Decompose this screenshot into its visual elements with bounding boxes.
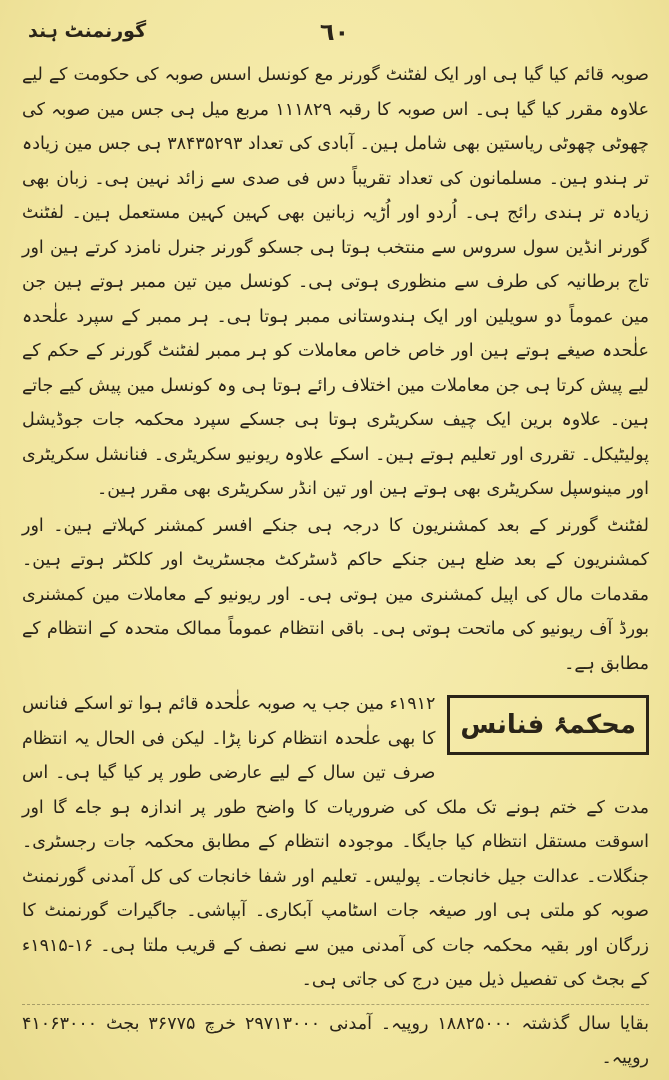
budget-line: بقایا سال گذشتہ ۱۸۸۲۵۰۰۰ روپیہ۔ آمدنی ۲۹۷۱۳۰۰۰ خرچ ۳۶۷۷۵ بجٹ ۴۱۰۶۳۰۰۰ روپیہ۔ [22,1004,649,1076]
page-header [28,18,641,54]
body-text [22,58,649,1076]
paragraph-commissioners: لفٹنٹ گورنر کے بعد کمشنریون کا درجہ ہی جنکے افسر کمشنر کہلاتے ہین۔ اور کمشنریون کے بعد ضلع ہین جنکے حاکم ڈسٹرکٹ مجسٹریٹ اور کلکٹر ہوتے ہین۔ مقدمات مال کی اپیل کمشنری مین ہوتی ہی۔ اور ریونیو کے معاملات مین کمشنری بورڈ آف ریونیو کی ماتحت ہوتی ہی۔ باقی انتظام عموماً ممالک متحدہ کے انتظام کے مطابق ہے۔ [22,515,649,674]
paragraph-province-overview: صوبہ قائم کیا گیا ہی اور ایک لفٹنٹ گورنر مع کونسل اسس صوبہ کی حکومت کے لیے علاوہ مقرر کیا گیا ہی۔ اس صوبہ کا رقبہ ۱۱۱۸۲۹ مربع میل ہی جس مین صوبہ کی چھوٹی چھوٹی ریاستین بھی شامل ہین۔ آبادی کی تعداد ۳۸۴۳۵۲۹۳ ہی جس مین زیادہ تر ہندو ہین۔ مسلمانون کی تعداد تقریباً دس فی صدی سے زائد نہین ہی۔ زبان بھی زیادہ تر ہندی رائج ہی۔ اُردو اور اُڑیہ زبانین بھی کہین کہین مستعمل ہین۔ لفٹنٹ گورنر انڈین سول سروس سے منتخب ہوتا ہی جسکو گورنر جنرل نامزد کرتے ہین اور تاج برطانیہ کی طرف سے منظوری ہوتی ہی۔ کونسل مین تین ممبر ہوتے ہین جن مین عموماً دو سویلین اور ایک ہندوستانی ممبر ہوتا ہی۔ ہر ممبر کے سپرد علٰحدہ علٰحدہ صیغے ہوتے ہین اور خاص خاص معاملات کو ہر ممبر لفٹنٹ گورنر کے حکم کے لیے پیش کرتا ہی جن معاملات مین اختلاف رائے ہوتا ہی وہ کونسل مین پیش کیے جاتے ہین۔ علاوہ برین ایک چیف سکریٹری ہوتا ہی جسکے سپرد محکمہ جات جوڈیشل پولیٹیکل۔ تقرری اور تعلیم ہوتے ہین۔ اسکے علاوہ ریونیو سکریٹری۔ فنانشل سکریٹری اور مینوسپل سکریٹری بھی ہوتے ہین اور تین انڈر سکریٹری بھی مقرر ہین۔ [22,65,650,499]
finance-text: ۱۹۱۲ء مین جب یہ صوبہ علٰحدہ قائم ہوا تو اسکے فنانس کا بھی علٰحدہ انتظام کرنا پڑا۔ لیکن فی الحال یہ انتظام صرف تین سال کے لیے عارضی طور پر کیا گیا ہی۔ اس مدت کے ختم ہونے تک ملک کی ضروریات کا واضح طور پر اندازہ ہو جاے گا اور اسوقت مستقل انتظام کیا جایگا۔ موجودہ انتظام کے مطابق محکمہ جات رجسٹری۔ جنگلات۔ عدالت جیل خانجات۔ پولیس۔ تعلیم اور شفا خانجات کی کل آمدنی گورنمنٹ صوبہ کو ملتی ہی اور صیغہ جات اسٹامپ آبکاری۔ آبپاشی۔ جاگیرات گورنمنٹ کا زرگان اور بقیہ محکمہ جات کی آمدنی مین سے نصف کے قریب ملتا ہی۔ ۱۶-۱۹۱۵ء کے بجٹ کی تفصیل ذیل مین درج کی جاتی ہی۔ [22,694,649,990]
finance-section-heading: محکمۂ فنانس [447,695,649,755]
page-number: ٦٠ [319,18,350,46]
paragraph-finance [22,687,649,998]
running-head: گورنمنٹ ہند [28,20,147,42]
